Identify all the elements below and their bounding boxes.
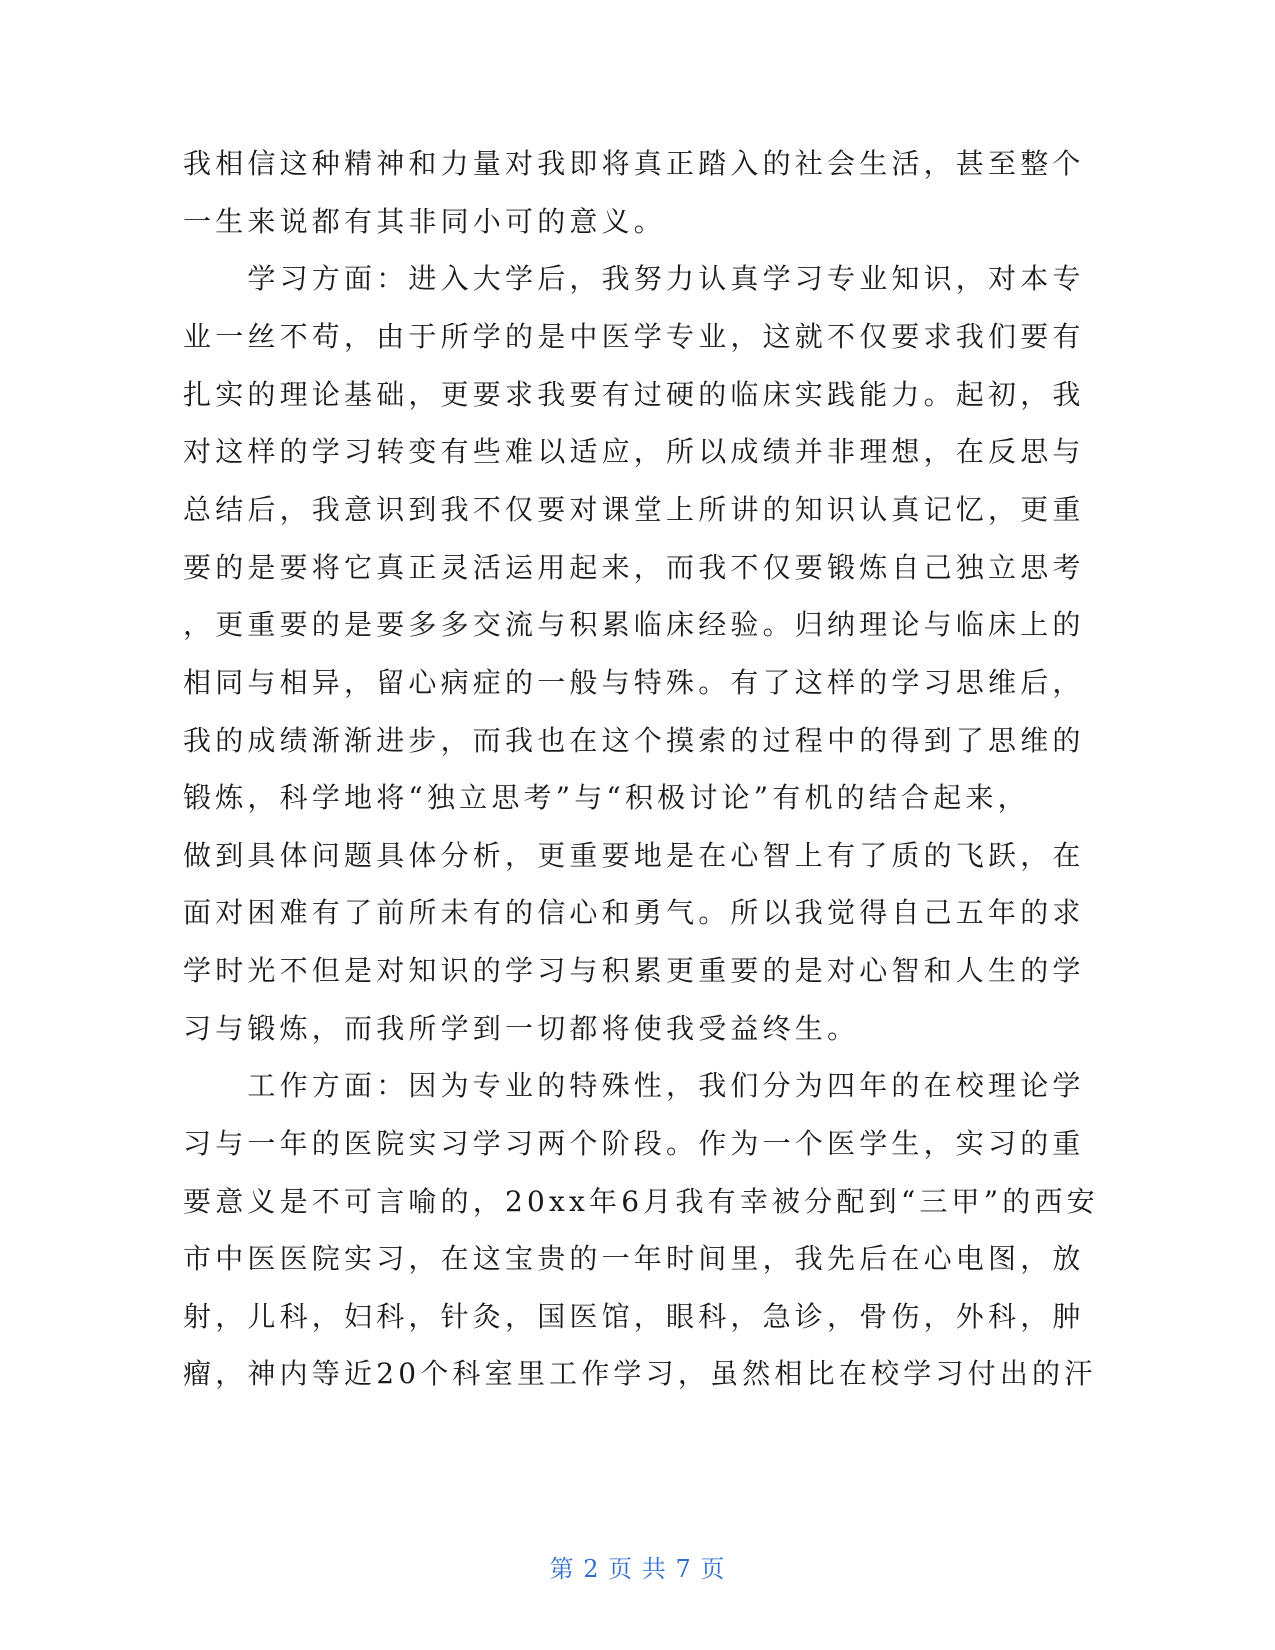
text-line: 一生来说都有其非同小可的意义。 bbox=[183, 205, 667, 238]
text-line: 习与锻炼，而我所学到一切都将使我受益终生。 bbox=[183, 1012, 860, 1045]
text-line: 市中医医院实习，在这宝贵的一年时间里，我先后在心电图，放 bbox=[183, 1242, 1085, 1275]
text-line: 相同与相异，留心病症的一般与特殊。有了这样的学习思维后， bbox=[183, 666, 1085, 699]
text-line: 扎实的理论基础，更要求我要有过硬的临床实践能力。起初，我 bbox=[183, 378, 1085, 411]
text-line: 学习方面：进入大学后，我努力认真学习专业知识，对本专 bbox=[183, 262, 1085, 295]
text-line: 做到具体问题具体分析，更重要地是在心智上有了质的飞跃，在 bbox=[183, 839, 1085, 872]
text-line: 要意义是不可言喻的，20xx年6月我有幸被分配到“三甲”的西安 bbox=[183, 1185, 1099, 1218]
text-line: 锻炼，科学地将“独立思考”与“积极讨论”有机的结合起来， bbox=[183, 781, 1030, 814]
text-line: 我相信这种精神和力量对我即将真正踏入的社会生活，甚至整个 bbox=[183, 147, 1085, 180]
page-number-footer: 第 2 页 共 7 页 bbox=[549, 1555, 726, 1583]
text-line: 面对困难有了前所未有的信心和勇气。所以我觉得自己五年的求 bbox=[183, 896, 1085, 929]
text-line: 工作方面：因为专业的特殊性，我们分为四年的在校理论学 bbox=[183, 1069, 1085, 1102]
text-line: 射，儿科，妇科，针灸，国医馆，眼科，急诊，骨伤，外科，肿 bbox=[183, 1300, 1085, 1333]
text-line: 对这样的学习转变有些难以适应，所以成绩并非理想，在反思与 bbox=[183, 435, 1085, 468]
text-line: ，更重要的是要多多交流与积累临床经验。归纳理论与临床上的 bbox=[183, 608, 1085, 641]
text-line: 瘤，神内等近20个科室里工作学习，虽然相比在校学习付出的汗 bbox=[183, 1357, 1097, 1390]
text-line: 要的是要将它真正灵活运用起来，而我不仅要锻炼自己独立思考 bbox=[183, 551, 1085, 584]
text-line: 我的成绩渐渐进步，而我也在这个摸索的过程中的得到了思维的 bbox=[183, 724, 1085, 757]
text-line: 习与一年的医院实习学习两个阶段。作为一个医学生，实习的重 bbox=[183, 1127, 1085, 1160]
text-line: 总结后，我意识到我不仅要对课堂上所讲的知识认真记忆，更重 bbox=[183, 493, 1085, 526]
text-line: 业一丝不苟，由于所学的是中医学专业，这就不仅要求我们要有 bbox=[183, 320, 1085, 353]
text-line: 学时光不但是对知识的学习与积累更重要的是对心智和人生的学 bbox=[183, 954, 1085, 987]
